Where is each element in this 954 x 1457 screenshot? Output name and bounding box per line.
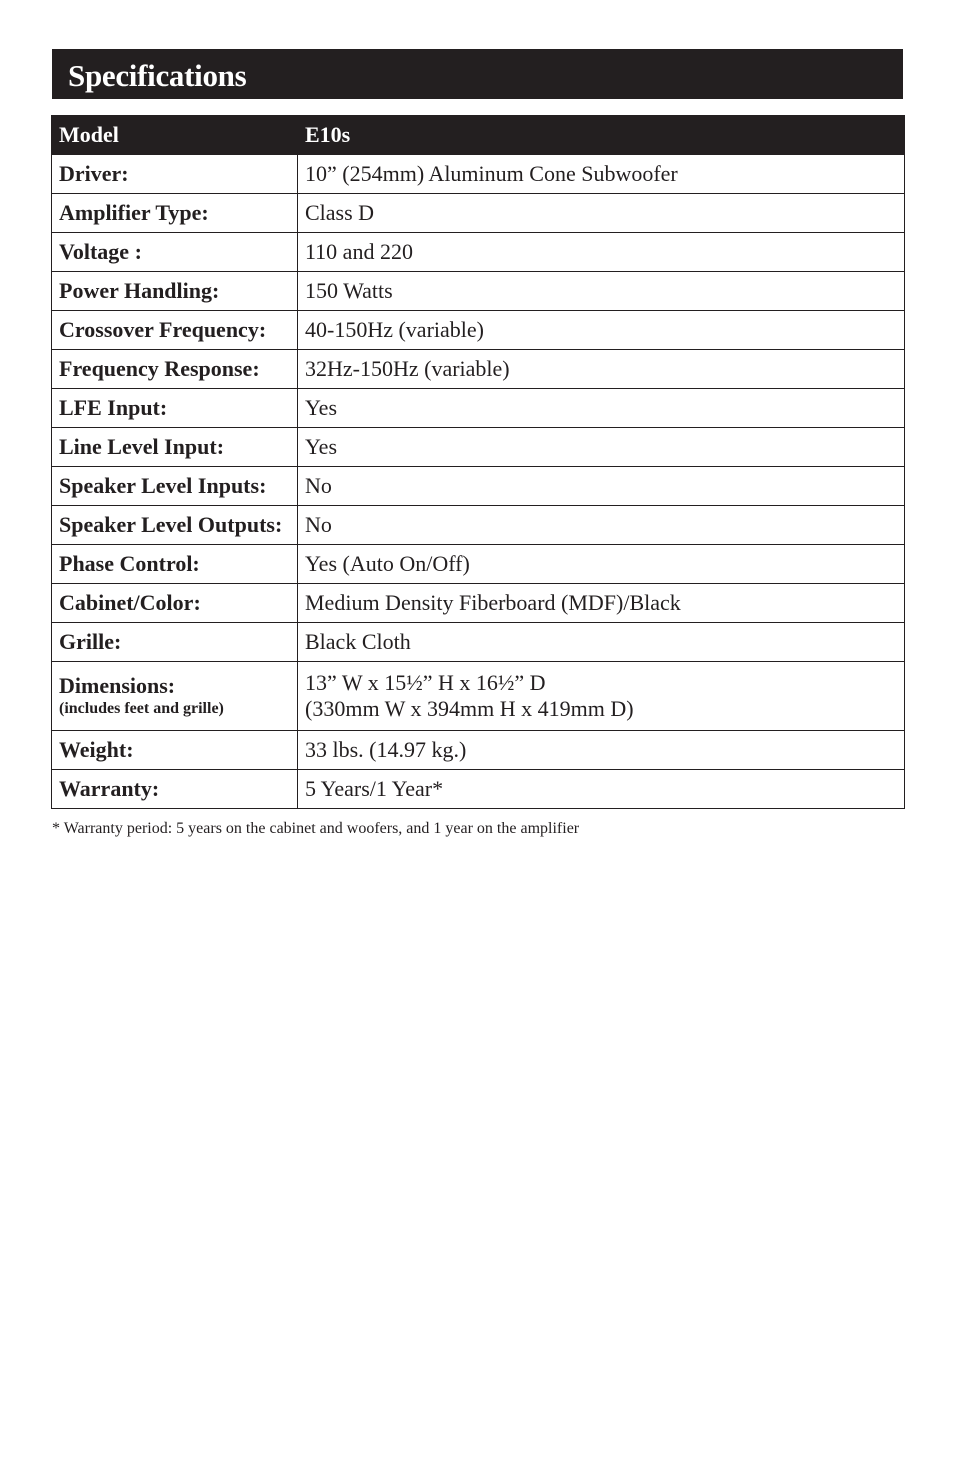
row-label: Crossover Frequency:	[52, 311, 298, 350]
table-row	[52, 272, 905, 311]
table-row	[52, 389, 905, 428]
row-value: No	[298, 506, 905, 545]
row-label: Speaker Level Outputs:	[52, 506, 298, 545]
row-label: Amplifier Type:	[52, 194, 298, 233]
row-value-cell	[298, 662, 905, 731]
row-value: 10” (254mm) Aluminum Cone Subwoofer	[298, 155, 905, 194]
row-label: Dimensions:	[59, 673, 176, 698]
row-value: Yes (Auto On/Off)	[298, 545, 905, 584]
row-label: LFE Input:	[52, 389, 298, 428]
row-label: Voltage :	[52, 233, 298, 272]
table-row	[52, 194, 905, 233]
row-value: 33 lbs. (14.97 kg.)	[298, 731, 905, 770]
table-row	[52, 584, 905, 623]
row-label: Grille:	[52, 623, 298, 662]
table-row	[52, 662, 905, 731]
section-title: Specifications	[68, 58, 247, 93]
row-label: Driver:	[52, 155, 298, 194]
table-row	[52, 545, 905, 584]
header-value: E10s	[298, 116, 905, 155]
table-row	[52, 233, 905, 272]
row-sublabel: (includes feet and grille)	[59, 700, 224, 717]
table-row	[52, 155, 905, 194]
table-row	[52, 506, 905, 545]
row-value: 5 Years/1 Year*	[298, 770, 905, 809]
row-value: Class D	[298, 194, 905, 233]
row-value: No	[298, 467, 905, 506]
table-row	[52, 623, 905, 662]
table-row	[52, 467, 905, 506]
row-label: Warranty:	[52, 770, 298, 809]
table-header-row	[52, 116, 905, 155]
warranty-footnote: * Warranty period: 5 years on the cabinet and woofers, and 1 year on the amplifier	[52, 820, 580, 837]
row-value: Yes	[298, 428, 905, 467]
row-label: Phase Control:	[52, 545, 298, 584]
table-row	[52, 731, 905, 770]
table-row	[52, 770, 905, 809]
row-label: Frequency Response:	[52, 350, 298, 389]
table-row	[52, 311, 905, 350]
row-value: 40-150Hz (variable)	[298, 311, 905, 350]
row-value: 110 and 220	[298, 233, 905, 272]
row-value: 32Hz-150Hz (variable)	[298, 350, 905, 389]
row-value: Black Cloth	[298, 623, 905, 662]
row-label: Cabinet/Color:	[52, 584, 298, 623]
row-value-secondary: (330mm W x 394mm H x 419mm D)	[305, 696, 634, 721]
row-value: Yes	[298, 389, 905, 428]
row-label: Line Level Input:	[52, 428, 298, 467]
header-label: Model	[52, 116, 298, 155]
row-label-cell	[52, 662, 298, 731]
row-value: Medium Density Fiberboard (MDF)/Black	[298, 584, 905, 623]
row-value: 13” W x 15½” H x 16½” D	[305, 670, 546, 695]
specifications-table	[51, 115, 905, 809]
row-label: Speaker Level Inputs:	[52, 467, 298, 506]
row-label: Weight:	[52, 731, 298, 770]
table-row	[52, 428, 905, 467]
table-row	[52, 350, 905, 389]
section-title-bar	[52, 49, 903, 99]
row-label: Power Handling:	[52, 272, 298, 311]
row-value: 150 Watts	[298, 272, 905, 311]
